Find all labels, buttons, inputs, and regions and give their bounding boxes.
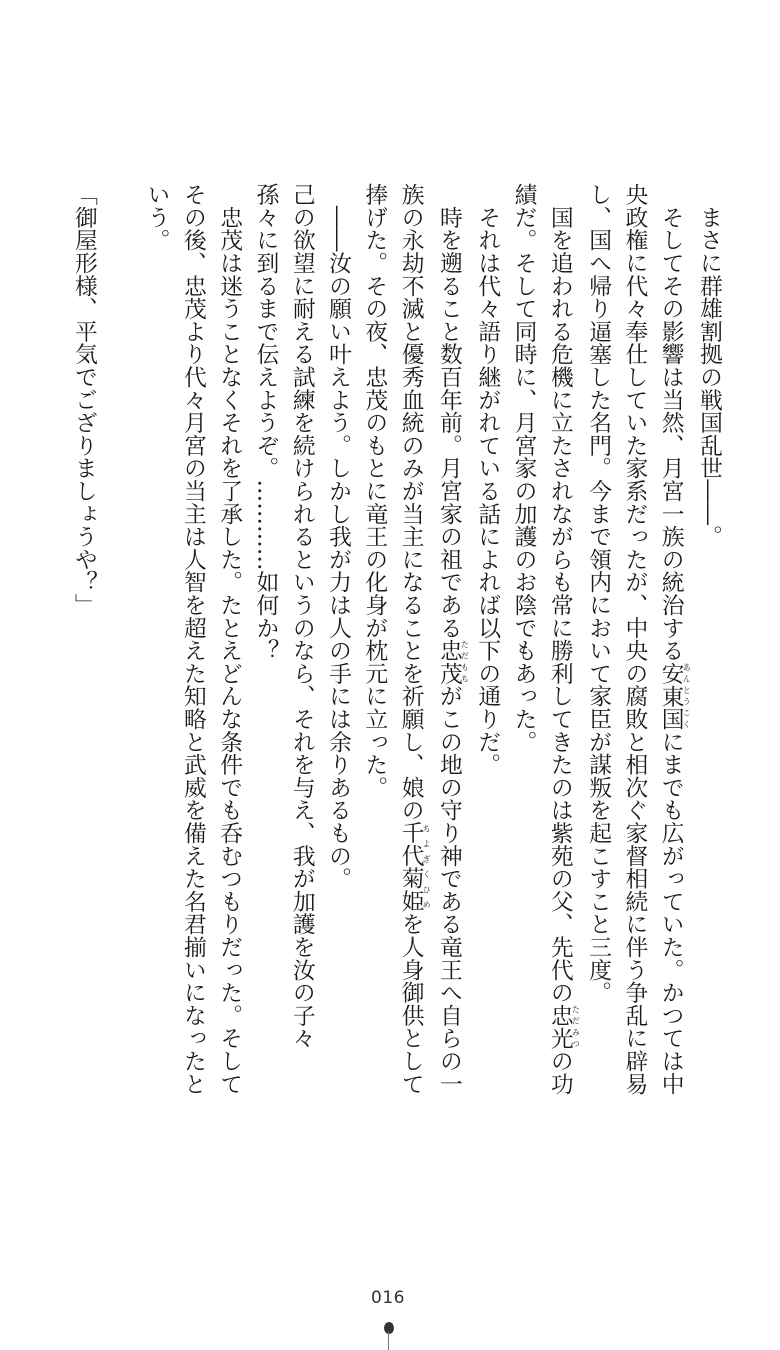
text-segment: 族の永劫不滅と優秀血統のみが当主になることを祈願し、娘の [397, 183, 424, 822]
page-ornament-line [388, 1332, 389, 1350]
text-segment: いう。 [143, 183, 170, 252]
text-column [691, 183, 727, 1098]
text-segment: 忠茂は迷うことなくそれを了承した。たとえどんな条件でも呑むつもりだった。そして [216, 183, 243, 1095]
text-segment: まさに群雄割拠の戦国乱世――。 [696, 183, 722, 548]
ruby-base: 安東国 [657, 661, 684, 731]
text-column [580, 183, 616, 1098]
text-column [138, 183, 174, 1098]
text-column [356, 183, 392, 1098]
text-column [66, 183, 102, 1098]
ruby-base: 忠茂 [435, 639, 462, 685]
text-segment: し、国へ帰り逼塞した名門。今まで領内において家臣が謀叛を起こすこと三度。 [585, 183, 612, 1004]
ruby-reading: ただもち [460, 639, 470, 685]
text-column [652, 183, 690, 1098]
text-segment: 己の欲望に耐える試練を続けられるというのなら、それを与え、我が加護を汝の子々 [288, 183, 315, 1050]
ruby-base: 千代菊姫 [397, 821, 424, 913]
text-segment: の功 [546, 1049, 573, 1096]
text-segment: にまでも広がっていた。かつては中 [657, 730, 684, 1096]
text-segment: 捧げた。その夜、忠茂のもとに竜王の化身が枕元に立った。 [361, 183, 388, 799]
body-text [66, 183, 727, 1098]
blank-line [102, 183, 138, 1098]
text-column [320, 183, 356, 1098]
text-column [469, 183, 505, 1098]
ruby-word [657, 661, 692, 731]
page-ornament-dot [384, 1322, 394, 1334]
ruby-word [435, 639, 470, 685]
ruby-base: 忠光 [546, 1003, 573, 1050]
ruby-reading: ただみつ [571, 1003, 581, 1050]
text-segment: 央政権に代々奉仕していた家系だったが、中央の腐敗と相次ぐ家督相続に伴う争乱に辟易 [621, 183, 648, 1095]
text-segment: それは代々語り継がれている話によれば以下の通りだ。 [474, 183, 501, 776]
text-column [247, 183, 283, 1098]
text-segment: 時を遡ること数百年前。月宮家の祖である [435, 183, 462, 639]
text-column [175, 183, 211, 1098]
text-segment: 国を追われる危機に立たされながらも常に勝利してきたのは紫苑の父、先代の [546, 183, 573, 1004]
text-column [211, 183, 247, 1098]
text-segment: 「御屋形様、平気でござりましょうや？」 [70, 183, 97, 617]
page-number: 016 [371, 1288, 405, 1308]
text-column [431, 183, 469, 1098]
text-segment: その後、忠茂より代々月宮の当主は人智を超えた知略と武威を備えた名君揃いになったと [179, 183, 206, 1095]
text-segment: を人身御供として [397, 912, 424, 1096]
text-column [392, 183, 430, 1098]
text-column [283, 183, 319, 1098]
text-column [542, 183, 580, 1098]
text-column [616, 183, 652, 1098]
text-segment: がこの地の守り神である竜王へ自らの一 [435, 684, 462, 1096]
ruby-reading: ちよぎくひめ [422, 821, 432, 913]
ruby-word [546, 1003, 581, 1050]
text-segment: そしてその影響は当然、月宮一族の統治する [657, 183, 684, 662]
text-column [505, 183, 541, 1098]
text-segment: 績だ。そして同時に、月宮家の加護のお陰でもあった。 [510, 183, 537, 753]
ruby-reading: あんとうこく [682, 661, 692, 731]
ruby-word [397, 821, 432, 913]
text-segment: 孫々に到るまで伝えようぞ。…………如何か？ [252, 183, 279, 662]
text-segment: ――汝の願い叶えよう。しかし我が力は人の手には余りあるもの。 [325, 183, 352, 890]
